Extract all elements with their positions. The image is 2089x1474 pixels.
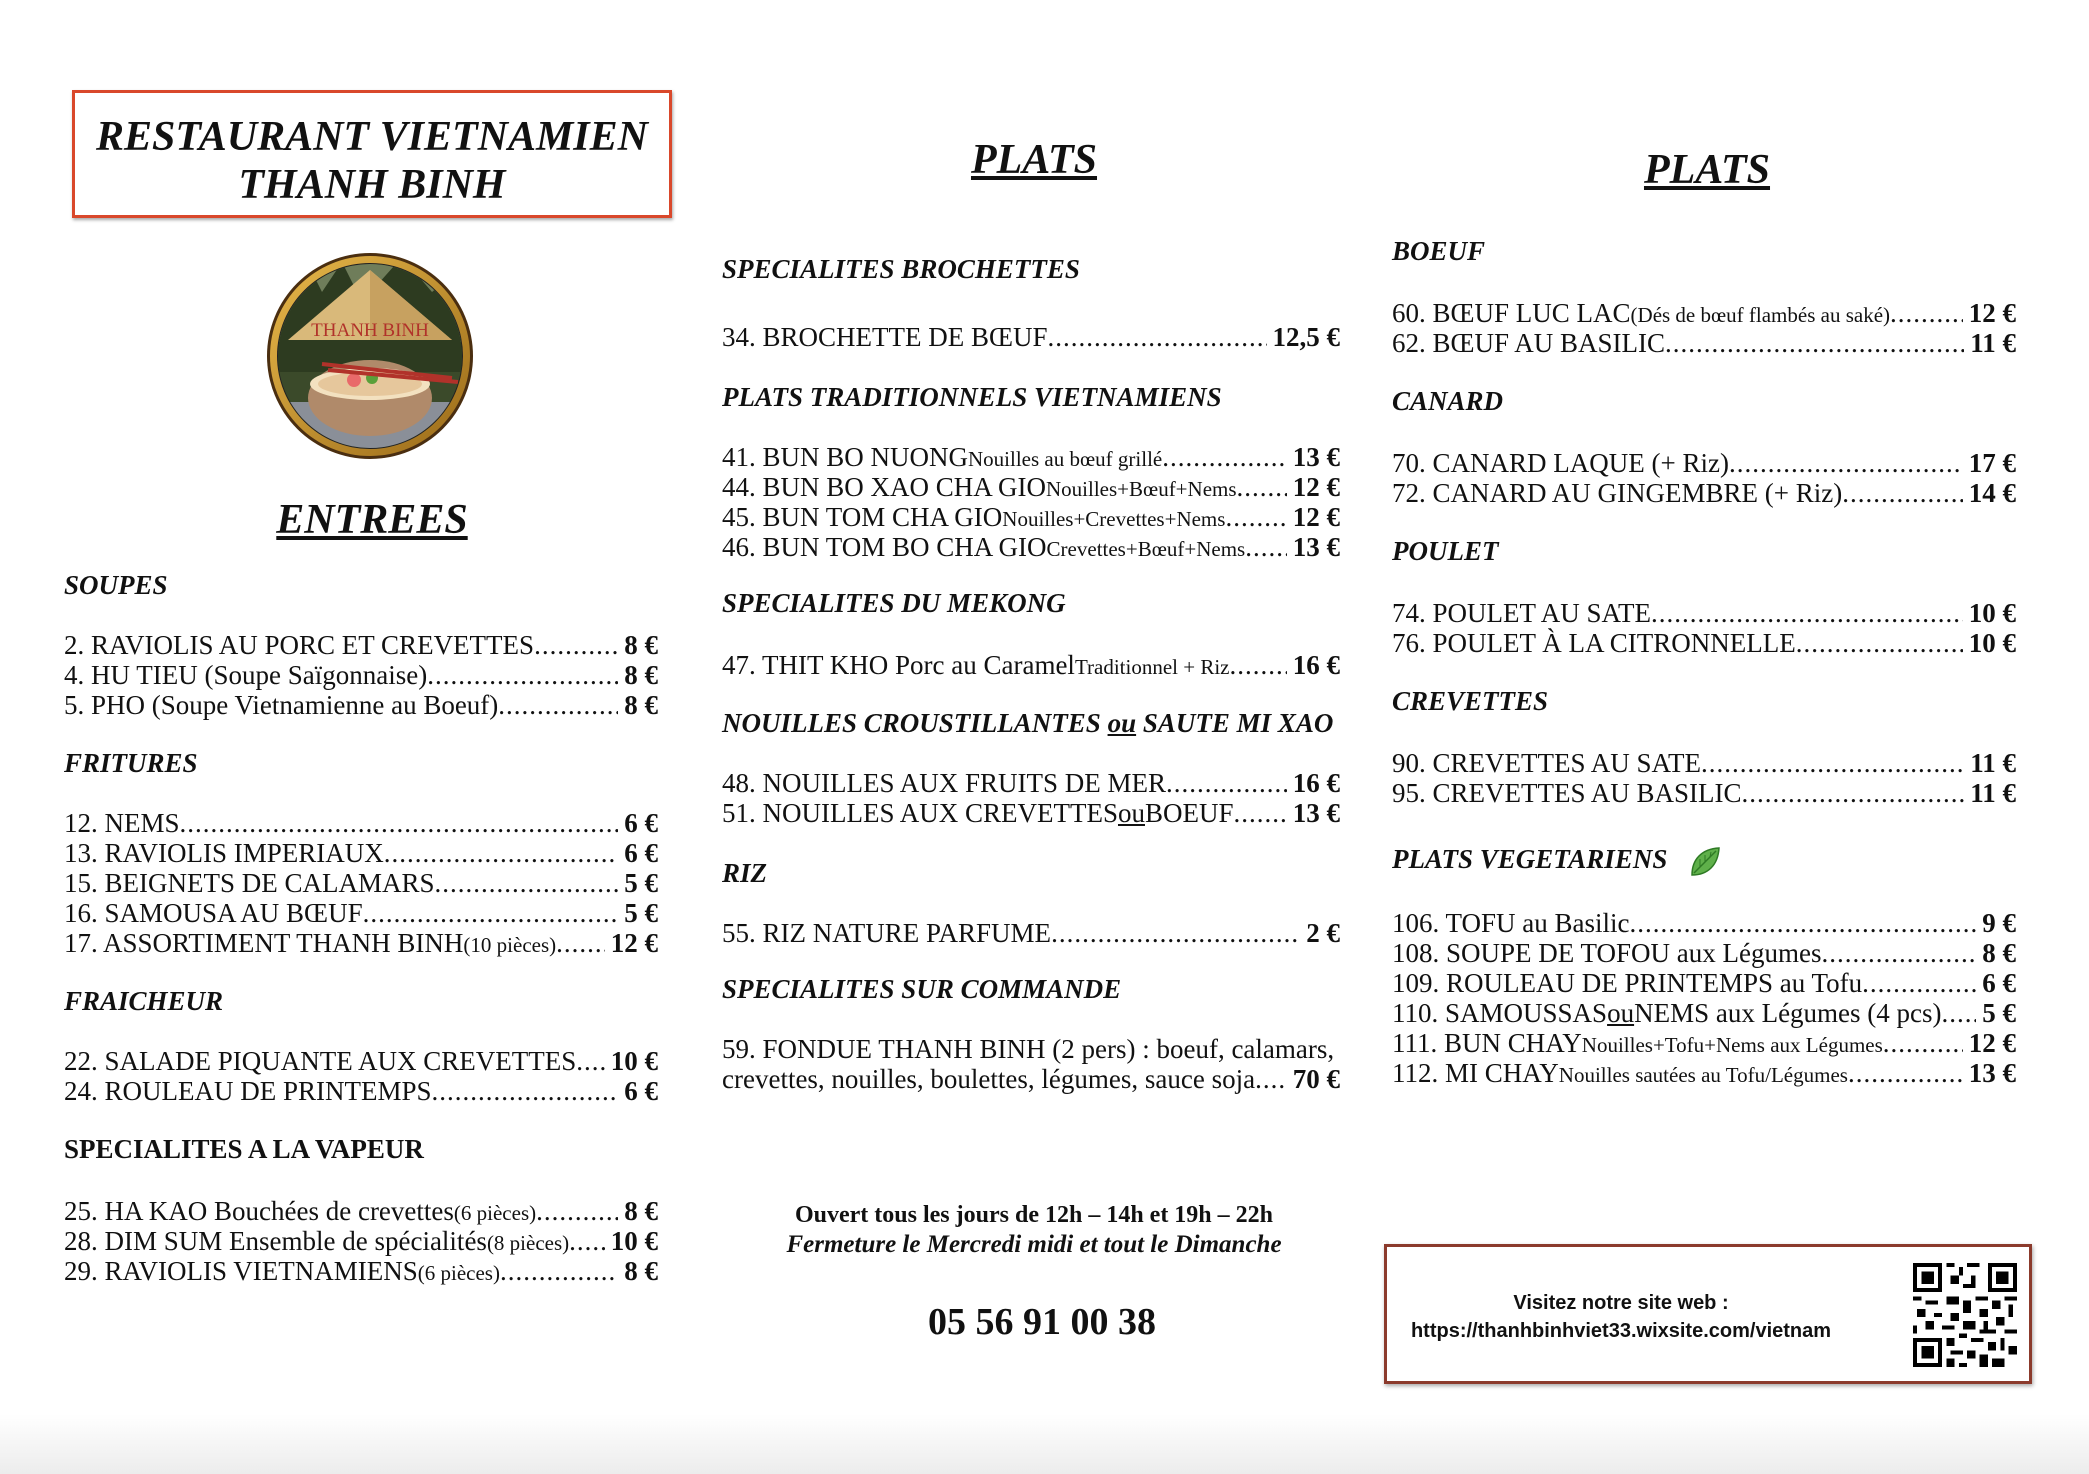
vegetariens-title: PLATS VEGETARIENS (1392, 844, 1722, 879)
menu-item: 106. TOFU au Basilic ..... 9 € (1392, 908, 2016, 939)
plats-heading-center: PLATS (970, 137, 1098, 183)
opening-hours (722, 1200, 1346, 1260)
menu-item: 51. NOUILLES AUX CREVETTES ou BOEUF ..... 13 € (722, 798, 1340, 829)
restaurant-logo (262, 252, 478, 460)
website-text (1405, 1289, 1837, 1345)
menu-item: 17. ASSORTIMENT THANH BINH (10 pièces) ..... 12 € (64, 928, 658, 959)
page-bottom-shadow (0, 1414, 2089, 1474)
traditionnels-title: PLATS TRADITIONNELS VIETNAMIENS (722, 382, 1222, 412)
website-url[interactable]: https://thanhbinhviet33.wixsite.com/vietnam (1410, 1320, 1832, 1342)
menu-item: 90. CREVETTES AU SATE ..... 11 € (1392, 748, 2016, 779)
menu-item: 109. ROULEAU DE PRINTEMPS au Tofu ..... 6 € (1392, 968, 2016, 999)
menu-item: 5. PHO (Soupe Vietnamienne au Boeuf) ..... 8 € (64, 690, 658, 721)
menu-item: 112. MI CHAY Nouilles sautées au Tofu/Légumes ..... 13 € (1392, 1058, 2016, 1089)
entrees-heading: ENTREES (276, 497, 468, 543)
menu-item-line: 59. FONDUE THANH BINH (2 pers) : boeuf, calamars, (722, 1034, 1335, 1064)
menu-item: 46. BUN TOM BO CHA GIO Crevettes+Bœuf+Nems ..... 13 € (722, 532, 1340, 563)
menu-item: 47. THIT KHO Porc au Caramel Traditionnel + Riz ..... 16 € (722, 650, 1340, 681)
menu-item: 110. SAMOUSSAS ou NEMS aux Légumes (4 pcs) ..... 5 € (1392, 998, 2016, 1029)
restaurant-title-box (72, 90, 672, 218)
hours-line-2: Fermeture le Mercredi midi et tout le Dimanche (786, 1231, 1282, 1258)
menu-item: 44. BUN BO XAO CHA GIO Nouilles+Bœuf+Nems ..... 12 € (722, 472, 1340, 503)
phone-number[interactable]: 05 56 91 00 38 (928, 1301, 1156, 1343)
commande-title: SPECIALITES SUR COMMANDE (722, 974, 1122, 1004)
menu-item: 24. ROULEAU DE PRINTEMPS ..... 6 € (64, 1076, 658, 1107)
menu-item: 12. NEMS ..... 6 € (64, 808, 658, 839)
leaf-icon (1688, 845, 1722, 879)
qr-code[interactable] (1913, 1263, 2017, 1367)
hours-line-1: Ouvert tous les jours de 12h – 14h et 19h – 22h (794, 1202, 1274, 1228)
menu-item: 4. HU TIEU (Soupe Saïgonnaise) ..... 8 € (64, 660, 658, 691)
menu-item: 108. SOUPE DE TOFOU aux Légumes ..... 8 € (1392, 938, 2016, 969)
menu-item: 16. SAMOUSA AU BŒUF ..... 5 € (64, 898, 658, 929)
menu-item: 34. BROCHETTE DE BŒUF ..... 12,5 € (722, 322, 1340, 353)
menu-item: 28. DIM SUM Ensemble de spécialités (8 pièces) ..... 10 € (64, 1226, 658, 1257)
logo-text: THANH BINH (311, 320, 429, 341)
crevettes-title: CREVETTES (1392, 686, 1549, 716)
menu-item: 60. BŒUF LUC LAC (Dés de bœuf flambés au saké) ..... 12 € (1392, 298, 2016, 329)
menu-item: 29. RAVIOLIS VIETNAMIENS (6 pièces) ..... 8 € (64, 1256, 658, 1287)
menu-item: 22. SALADE PIQUANTE AUX CREVETTES ..... 10 € (64, 1046, 658, 1077)
title-line-2: THANH BINH (238, 162, 506, 208)
nouilles-title: NOUILLES CROUSTILLANTES ou SAUTE MI XAO (722, 708, 1334, 738)
menu-item: 76. POULET À LA CITRONNELLE ..... 10 € (1392, 628, 2016, 659)
soupes-title: SOUPES (64, 570, 168, 600)
menu-item: 74. POULET AU SATE ..... 10 € (1392, 598, 2016, 629)
website-box (1384, 1244, 2032, 1384)
vapeur-title: SPECIALITES A LA VAPEUR (64, 1134, 424, 1164)
plats-heading-right: PLATS (1643, 147, 1771, 193)
riz-title: RIZ (722, 858, 768, 888)
menu-item: 15. BEIGNETS DE CALAMARS ..... 5 € (64, 868, 658, 899)
canard-title: CANARD (1392, 386, 1504, 416)
brochettes-title: SPECIALITES BROCHETTES (722, 254, 1080, 284)
mekong-title: SPECIALITES DU MEKONG (722, 588, 1066, 618)
menu-item: 111. BUN CHAY Nouilles+Tofu+Nems aux Légumes ..... 12 € (1392, 1028, 2016, 1059)
menu-item: 55. RIZ NATURE PARFUME ..... 2 € (722, 918, 1340, 949)
menu-item: 48. NOUILLES AUX FRUITS DE MER ..... 16 € (722, 768, 1340, 799)
menu-item: 41. BUN BO NUONG Nouilles au bœuf grillé ..... 13 € (722, 442, 1340, 473)
menu-item: 45. BUN TOM CHA GIO Nouilles+Crevettes+Nems ..... 12 € (722, 502, 1340, 533)
menu-item: 25. HA KAO Bouchées de crevettes (6 pièces) ..... 8 € (64, 1196, 658, 1227)
menu-item: 2. RAVIOLIS AU PORC ET CREVETTES ..... 8 € (64, 630, 658, 661)
menu-item: 62. BŒUF AU BASILIC ..... 11 € (1392, 328, 2016, 359)
menu-item: 95. CREVETTES AU BASILIC ..... 11 € (1392, 778, 2016, 809)
poulet-title: POULET (1392, 536, 1499, 566)
title-line-1: RESTAURANT VIETNAMIEN (96, 114, 648, 160)
website-label: Visitez notre site web : (1513, 1292, 1729, 1314)
menu-item: crevettes, nouilles, boulettes, légumes, sauce soja ..... 70 € (722, 1064, 1340, 1095)
menu-item: 70. CANARD LAQUE (+ Riz) ..... 17 € (1392, 448, 2016, 479)
fraicheur-title: FRAICHEUR (64, 986, 224, 1016)
menu-item: 13. RAVIOLIS IMPERIAUX ..... 6 € (64, 838, 658, 869)
menu-item: 72. CANARD AU GINGEMBRE (+ Riz) ..... 14 € (1392, 478, 2016, 509)
fritures-title: FRITURES (64, 748, 198, 778)
boeuf-title: BOEUF (1392, 236, 1486, 266)
